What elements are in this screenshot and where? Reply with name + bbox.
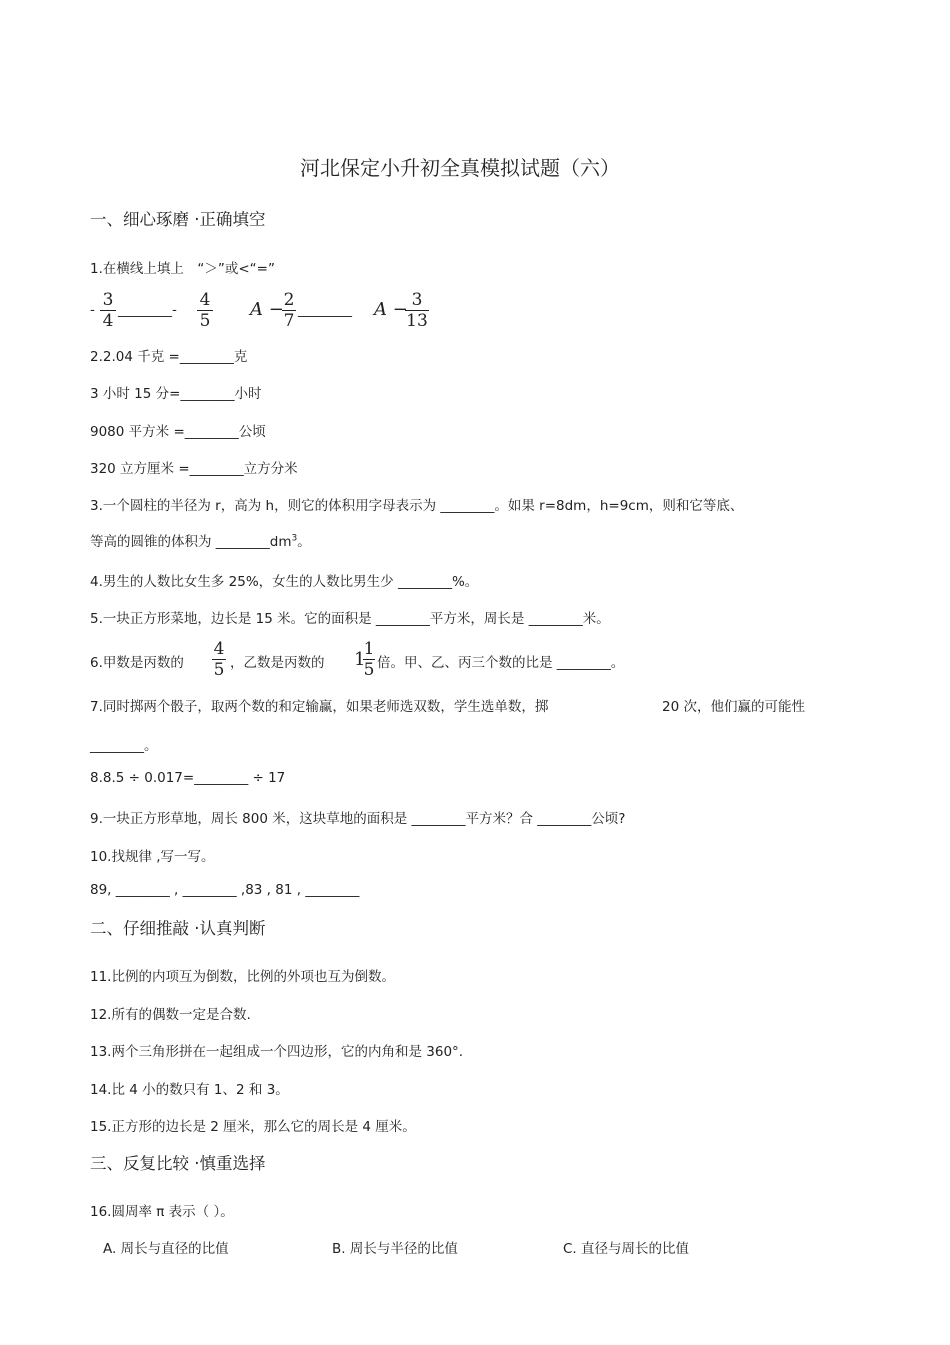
fraction-4-5-q6: 4 5 [213, 639, 225, 680]
section-heading-judgement: 二、仔细推敲 ·认真判断 [90, 919, 266, 938]
question-7-line-2: ________。 [90, 738, 158, 754]
question-10-line-1: 10.找规律 ,写一写。 [90, 849, 215, 865]
option-a: A. 周长与直径的比值 [103, 1241, 229, 1257]
question-8: 8.8.5 ÷ 0.017=________ ÷ 17 [90, 770, 286, 786]
question-9: 9.一块正方形草地，周长 800 米，这块草地的面积是 ________平方米？合 ________公顷? [90, 811, 626, 827]
question-10-line-2: 89, ________ , ________ ,83 , 81 , ________ [90, 882, 360, 898]
question-6-prefix: 6.甲数是丙数的 [90, 655, 184, 671]
minus-sign: - [90, 302, 95, 318]
question-11: 11.比例的内项互为倒数，比例的外项也互为倒数。 [90, 969, 395, 985]
fraction-3-4: 3 4 [100, 291, 116, 330]
question-7-line-1: 7.同时掷两个骰子，取两个数的和定输赢，如果老师选双数，学生选单数，掷 [90, 699, 549, 715]
blank-2: ________ [298, 302, 352, 318]
question-2-line-1: 2.2.04 千克 =________克 [90, 349, 248, 365]
question-7-line-1-end: 20 次，他们赢的可能性 [662, 699, 805, 715]
option-c: C. 直径与周长的比值 [563, 1241, 690, 1257]
expression-b: A − [374, 299, 408, 320]
question-3-line-1: 3.一个圆柱的半径为 r，高为 h，则它的体积用字母表示为 ________。如果 r=8dm，h=9cm，则和它等底、 [90, 498, 744, 514]
option-b: B. 周长与半径的比值 [332, 1241, 458, 1257]
page-title: 河北保定小升初全真模拟试题（六） [300, 156, 620, 180]
fraction-4-5: 4 5 [197, 291, 213, 330]
question-2-line-4: 320 立方厘米 =________立方分米 [90, 461, 298, 477]
mixed-number-whole: 1 [354, 649, 366, 670]
question-12: 12.所有的偶数一定是合数. [90, 1007, 251, 1023]
question-1: 1.在横线上填上 “＞”或<“=” [90, 261, 275, 277]
question-16: 16.圆周率 π 表示（ ）。 [90, 1204, 234, 1220]
question-14: 14.比 4 小的数只有 1、2 和 3。 [90, 1082, 289, 1098]
blank-1: ________- [118, 302, 177, 318]
section-heading-fill-in: 一、细心琢磨 ·正确填空 [90, 210, 266, 229]
fraction-3-13: 3 13 [406, 290, 428, 331]
question-6-suffix: 倍。甲、乙、丙三个数的比是 ________。 [377, 655, 625, 671]
fraction-2-7: 2 7 [283, 290, 295, 331]
mixed-number-fraction: 1 5 [363, 639, 375, 680]
question-13: 13.两个三角形拼在一起组成一个四边形，它的内角和是 360°. [90, 1044, 464, 1060]
section-heading-choice: 三、反复比较 ·慎重选择 [90, 1154, 266, 1173]
question-3-line-2: 等高的圆锥的体积为 $\_\_\_\_\_\_\_\_dm^3$。 [90, 533, 311, 550]
expression-a: A − [250, 299, 284, 320]
question-4: 4.男生的人数比女生多 25%，女生的人数比男生少 ________%。 [90, 574, 479, 590]
question-6-middle: ，乙数是丙数的 [230, 655, 325, 671]
question-5: 5.一块正方形菜地，边长是 15 米。它的面积是 ________平方米，周长是 ________米。 [90, 611, 610, 627]
question-2-line-3: 9080 平方米 =________公顷 [90, 424, 266, 440]
question-15: 15.正方形的边长是 2 厘米，那么它的周长是 4 厘米。 [90, 1119, 416, 1135]
question-2-line-2: 3 小时 15 分=________小时 [90, 386, 262, 402]
